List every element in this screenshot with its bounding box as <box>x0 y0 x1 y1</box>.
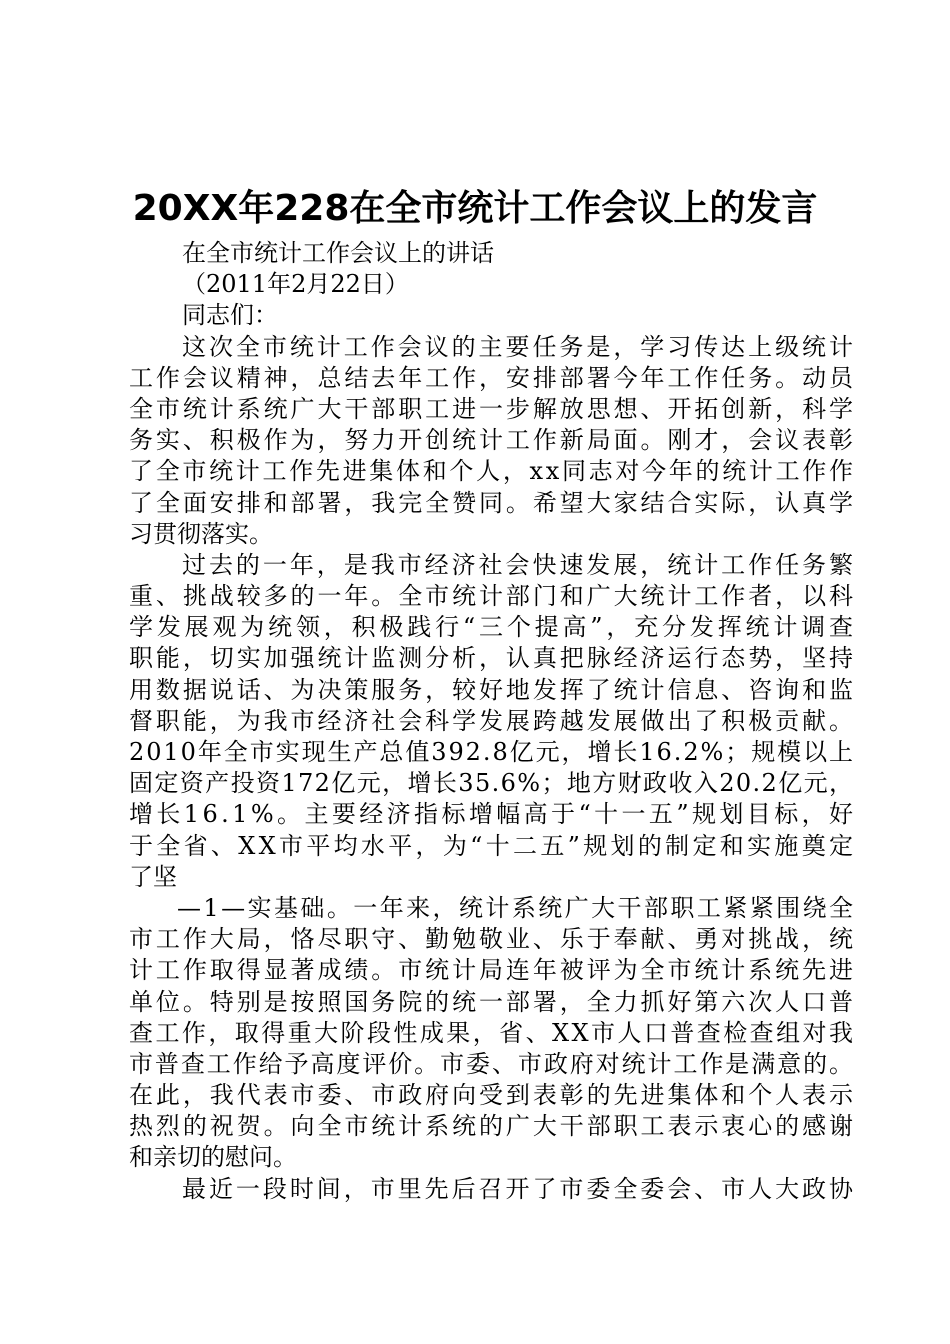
body-line: （2011年2月22日） <box>182 270 409 299</box>
body-line: 同志们： <box>182 301 278 330</box>
document-title: 20XX年228在全市统计工作会议上的发言 <box>132 188 818 229</box>
body-line: 市工作大局，恪尽职守、勤勉敬业、乐于奉献、勇对挑战，统 <box>129 925 856 954</box>
body-line: 2010年全市实现生产总值392.8亿元，增长16.2%；规模以上 <box>129 738 855 766</box>
body-line: 在全市统计工作会议上的讲话 <box>182 239 494 267</box>
body-line: 工作会议精神，总结去年工作，安排部署今年工作任务。动员 <box>129 363 856 392</box>
body-line: 这次全市统计工作会议的主要任务是，学习传达上级统计 <box>182 332 856 361</box>
body-line: 市普查工作给予高度评价。市委、市政府对统计工作是满意的。 <box>129 1049 855 1078</box>
body-line: 在此，我代表市委、市政府向受到表彰的先进集体和个人表示 <box>129 1081 856 1110</box>
body-line: 热烈的祝贺。向全市统计系统的广大干部职工表示衷心的感谢 <box>129 1112 856 1141</box>
body-line: 计工作取得显著成绩。市统计局连年被评为全市统计系统先进 <box>129 956 856 985</box>
body-line: 督职能，为我市经济社会科学发展跨越发展做出了积极贡献。 <box>129 706 856 735</box>
body-line: 和亲切的慰问。 <box>129 1143 297 1172</box>
body-line: 了全市统计工作先进集体和个人，xx同志对今年的统计工作作 <box>129 457 856 486</box>
body-line: 重、挑战较多的一年。全市统计部门和广大统计工作者，以科 <box>129 582 856 611</box>
body-line: 了坚 <box>129 862 177 891</box>
document-body <box>129 238 857 1205</box>
body-line: 用数据说话、为决策服务，较好地发挥了统计信息、咨询和监 <box>129 675 856 704</box>
body-line: 于全省、XX市平均水平，为“十二五”规划的制定和实施奠定 <box>129 831 857 860</box>
body-line: 增长16.1%。主要经济指标增幅高于“十一五”规划目标，好 <box>129 800 857 829</box>
body-line: 固定资产投资172亿元，增长35.6%；地方财政收入20.2亿元， <box>129 769 855 798</box>
body-line: 查工作，取得重大阶段性成果，省、XX市人口普查检查组对我 <box>129 1018 856 1047</box>
body-line: 了全面安排和部署，我完全赞同。希望大家结合实际，认真学 <box>129 488 856 517</box>
body-line: 学发展观为统领，积极践行“三个提高”，充分发挥统计调查 <box>129 613 857 642</box>
body-line: 习贯彻落实。 <box>129 519 273 548</box>
body-line: 过去的一年，是我市经济社会快速发展，统计工作任务繁 <box>182 550 856 579</box>
body-line: 全市统计系统广大干部职工进一步解放思想、开拓创新，科学 <box>129 394 856 423</box>
body-line: 职能，切实加强统计监测分析，认真把脉经济运行态势，坚持 <box>129 644 856 673</box>
body-line: —1—实基础。一年来，统计系统广大干部职工紧紧围绕全 <box>177 893 856 922</box>
body-line: 单位。特别是按照国务院的统一部署，全力抓好第六次人口普 <box>129 987 856 1016</box>
body-line: 务实、积极作为，努力开创统计工作新局面。刚才，会议表彰 <box>129 426 856 455</box>
body-line: 最近一段时间，市里先后召开了市委全委会、市人大政协 <box>182 1174 856 1203</box>
